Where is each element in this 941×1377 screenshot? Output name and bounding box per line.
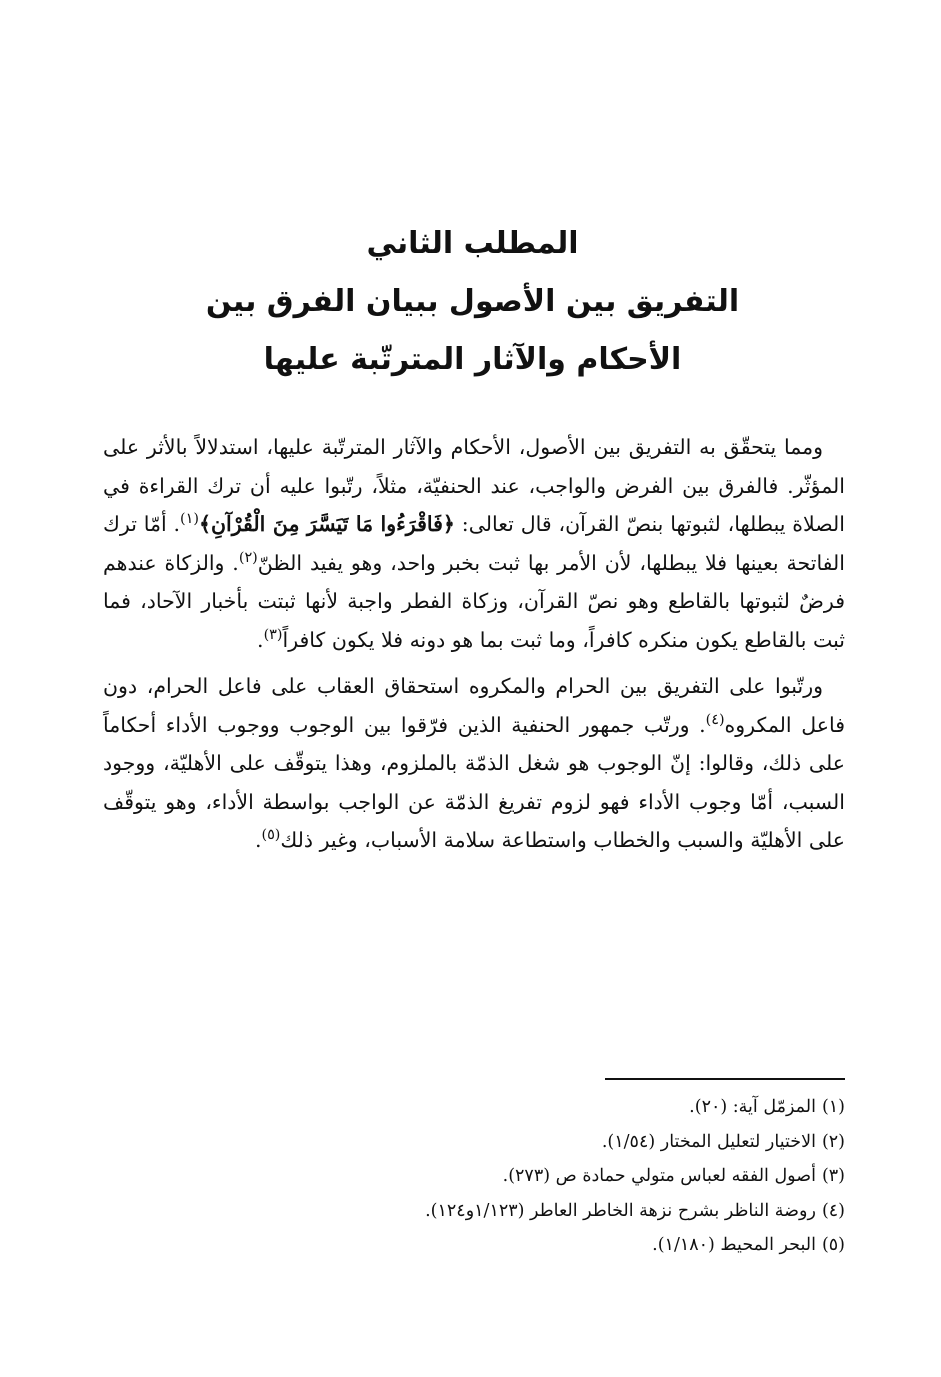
paragraph-text: ومما يتحقّق به التفريق بين الأصول، الأحكام والآثار المترتّبة عليها، استدلالاً بالأثر على المؤثّر. فالفرق بين الفرض والواجب، عند الحنفيّة، مثلاً، رتّبوا عليه أن ترك القراءة في الصلاة يبطلها، لثبوتها بنصّ القرآن، قال تعالى:: [103, 435, 845, 536]
footnote-text: البحر المحيط (١/١٨٠).: [652, 1235, 816, 1255]
paragraph-text: . ورتّب جمهور الحنفية الذين فرّقوا بين الوجوب ووجوب الأداء أحكاماً على ذلك، وقالوا: إنّ الوجوب هو شغل الذمّة بالملزوم، وهذا يتوقّف على الأهليّة، ووجود السبب، أمّا وجوب الأداء فهو لزوم تفريغ الذمّة عن الواجب بواسطة الأداء، وهو يتوقّف على الأهليّة والسبب والخطاب واستطاعة سلامة الأسباب، وغير ذلك: [103, 712, 845, 852]
footnote-number: (٢): [821, 1131, 845, 1152]
footnote-ref-2: (٢): [238, 549, 258, 566]
heading-line-2: التفريق بين الأصول ببيان الفرق بين: [205, 284, 740, 319]
footnote-text: الاختيار لتعليل المختار (١/٥٤).: [601, 1131, 816, 1152]
footnote-ref-1: (١): [180, 511, 199, 528]
quran-verse: ﴿فَاقْرَءُوا مَا تَيَسَّرَ مِنَ الْقُرْآنِ﴾: [198, 512, 455, 536]
body-text: [103, 428, 845, 860]
paragraph-text: . والزكاة عندهم فرضٌ لثبوتها بالقاطع وهو نصّ القرآن، وزكاة الفطر واجبة لأنها ثبتت بأخبار الآحاد، فما ثبت بالقاطع يكون منكره كافراً، وما ثبت بما هو دونه فلا يكون كافراً: [103, 550, 845, 652]
footnote-4: [103, 1194, 845, 1229]
paragraph-text: .: [257, 627, 264, 652]
footnote-number: (٣): [821, 1166, 845, 1186]
footnote-2: [103, 1125, 845, 1160]
footnote-text: أصول الفقه لعباس متولي حمادة ص (٢٧٣).: [502, 1166, 816, 1186]
heading-line-3: الأحكام والآثار المترتّبة عليها: [263, 342, 682, 377]
footnote-number: (١): [821, 1097, 845, 1117]
footnote-ref-4: (٤): [705, 711, 725, 728]
footnote-text: المزمّل آية: (٢٠).: [689, 1097, 816, 1117]
section-heading: [100, 215, 845, 389]
footnote-divider: [605, 1078, 845, 1080]
footnotes: [103, 1090, 845, 1263]
paragraph-text: . أمّا ترك الفاتحة بعينها فلا يبطلها، لأن الأمر بها ثبت بخبر واحد، وهو يفيد الظنّ: [103, 512, 845, 575]
footnote-1: [103, 1090, 845, 1125]
footnote-5: [103, 1228, 845, 1263]
footnote-3: [103, 1159, 845, 1194]
paragraph-1: [103, 428, 845, 659]
paragraph-text: .: [254, 828, 262, 852]
footnote-ref-3: (٣): [263, 626, 283, 643]
heading-line-1: المطلب الثاني: [366, 226, 579, 261]
footnote-number: (٤): [821, 1200, 845, 1221]
paragraph-text: ورتّبوا على التفريق بين الحرام والمكروه استحقاق العقاب على فاعل الحرام، دون فاعل المكروه: [103, 674, 846, 737]
footnote-number: (٥): [821, 1235, 845, 1255]
footnote-ref-5: (٥): [261, 827, 281, 844]
footnote-text: روضة الناظر بشرح نزهة الخاطر العاطر (١/١٢٣و١٢٤).: [425, 1200, 816, 1221]
paragraph-2: [103, 667, 845, 860]
